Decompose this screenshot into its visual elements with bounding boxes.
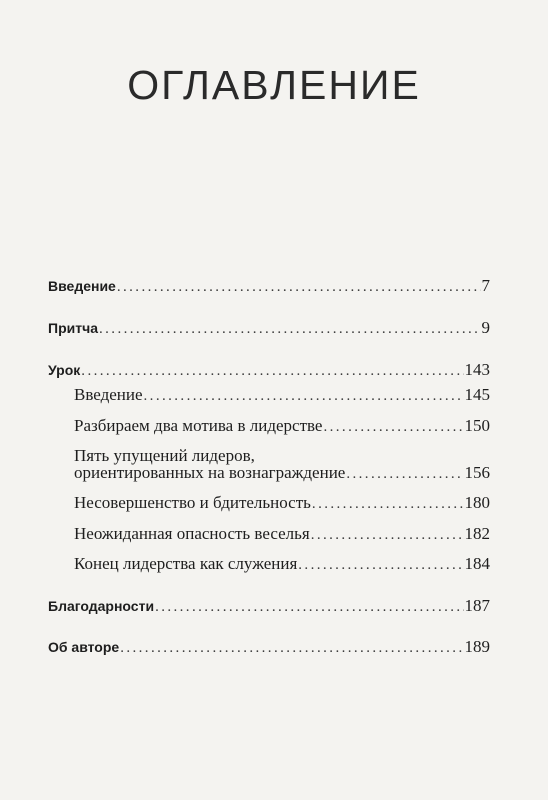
toc-entry-label: Урок xyxy=(48,362,81,378)
toc-entry-label: Разбираем два мотива в лидерстве xyxy=(74,416,323,435)
toc-entry-page: 189 xyxy=(464,637,490,656)
dot-leader xyxy=(144,388,464,405)
dot-leader xyxy=(346,466,463,483)
toc-entry-page: 145 xyxy=(464,385,490,404)
toc-entry-label: Притча xyxy=(48,320,98,336)
toc-entry-page: 180 xyxy=(464,493,490,512)
toc-entry-page: 184 xyxy=(464,554,490,573)
dot-leader xyxy=(323,419,463,436)
dot-leader xyxy=(155,599,463,616)
toc-subentry-imperfection[interactable] xyxy=(74,493,490,513)
toc-entry-page: 150 xyxy=(464,416,490,435)
toc-entry-introduction[interactable] xyxy=(48,276,490,296)
toc-subentry-label-line1: Пять упущений лидеров, xyxy=(74,446,255,465)
toc-subentry-fun-danger[interactable] xyxy=(74,524,490,544)
dot-leader xyxy=(311,527,464,544)
dot-leader xyxy=(312,496,464,513)
toc-entry-lesson[interactable] xyxy=(48,360,490,380)
dot-leader xyxy=(81,363,463,380)
toc-entry-label: Введение xyxy=(74,385,143,404)
toc-entry-about-author[interactable] xyxy=(48,637,490,657)
dot-leader xyxy=(117,279,481,296)
toc-entry-parable[interactable] xyxy=(48,318,490,338)
dot-leader xyxy=(99,321,481,338)
toc-entry-acknowledgements[interactable] xyxy=(48,596,490,616)
toc-entry-page: 187 xyxy=(464,596,490,615)
toc-entry-label: Конец лидерства как служения xyxy=(74,554,298,573)
toc-subentry-two-motives[interactable] xyxy=(74,416,490,436)
toc-entry-label: Введение xyxy=(48,278,116,294)
dot-leader xyxy=(120,640,463,657)
toc-entry-page: 9 xyxy=(481,318,490,337)
dot-leader xyxy=(298,557,463,574)
toc-entry-page: 156 xyxy=(464,463,490,482)
toc-entry-label: Неожиданная опасность веселья xyxy=(74,524,310,543)
toc-subentry-five-omissions[interactable] xyxy=(74,463,490,483)
toc-entry-page: 7 xyxy=(481,276,490,295)
toc-entry-label: ориентированных на вознаграждение xyxy=(74,463,346,482)
toc-entry-page: 143 xyxy=(464,360,490,379)
toc-entry-page: 182 xyxy=(464,524,490,543)
toc-subentry-introduction[interactable] xyxy=(74,385,490,405)
toc-subentry-end-of-servant-leadership[interactable] xyxy=(74,554,490,574)
toc-entry-label: Об авторе xyxy=(48,639,120,655)
toc-entry-label: Благодарности xyxy=(48,598,155,614)
toc-entry-label: Несовершенство и бдительность xyxy=(74,493,311,512)
page-title: ОГЛАВЛЕНИЕ xyxy=(127,62,421,108)
